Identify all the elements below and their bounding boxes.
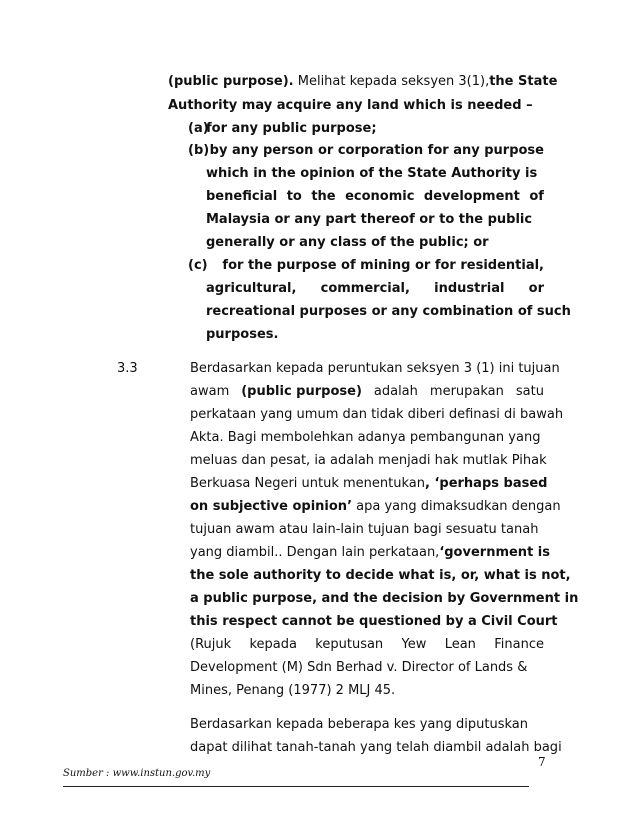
text-span: apa yang dimaksudkan dengan [352, 499, 561, 514]
text-span: yang diambil.. Dengan lain perkataan, [190, 545, 440, 560]
text-line: the sole authority to decide what is, or, what is not, [190, 568, 571, 583]
word: agricultural, [206, 281, 297, 296]
text-line: Development (M) Sdn Berhad v. Director of Lands & [190, 660, 528, 675]
word: of [529, 189, 544, 204]
bold-text: , ‘perhaps based [424, 476, 548, 491]
list-text: for any public purpose; [206, 121, 377, 136]
source-footer: Sumber : www.instun.gov.my [63, 768, 211, 779]
text-span: Berkuasa Negeri untuk menentukan [190, 476, 425, 491]
section-number: 3.3 [117, 361, 138, 376]
list-text: for the purpose of mining or for residential, [222, 258, 544, 273]
footer-rule [63, 786, 529, 787]
list-item-a [188, 121, 377, 137]
text-line: Akta. Bagi membolehkan adanya pembangunan yang [190, 430, 541, 445]
word: adalah [373, 384, 418, 399]
word: commercial, [320, 281, 410, 296]
list-label: (b) [188, 143, 210, 158]
page-number: 7 [538, 755, 546, 769]
text-line: perkataan yang umum dan tidak diberi definasi di bawah [190, 407, 564, 422]
text-line: which in the opinion of the State Authority is [206, 166, 538, 181]
bold-text: (public purpose). [168, 74, 294, 89]
word: or [528, 281, 544, 296]
list-item-c [188, 258, 544, 274]
word: (Rujuk [190, 637, 232, 652]
bold-text: ‘government is [439, 545, 550, 560]
text-line: Authority may acquire any land which is needed – [168, 98, 533, 113]
word: merupakan [429, 384, 504, 399]
bold-text: on subjective opinion’ [190, 499, 353, 514]
list-text: by any person or corporation for any purpose [209, 143, 544, 158]
bold-text: the State [489, 74, 558, 89]
text-line: this respect cannot be questioned by a Civil Court [190, 614, 558, 629]
word: awam [190, 384, 230, 399]
justified-line [206, 189, 544, 205]
word: Finance [494, 637, 544, 652]
word: economic [345, 189, 415, 204]
word: kepada [249, 637, 297, 652]
text-line [190, 499, 561, 515]
text-line: recreational purposes or any combination of such [206, 304, 571, 319]
word: keputusan [315, 637, 384, 652]
list-label: (c) [188, 258, 208, 273]
justified-line [206, 281, 544, 297]
text-line: Mines, Penang (1977) 2 MLJ 45. [190, 683, 396, 698]
word: Yew [401, 637, 427, 652]
text-line [190, 476, 547, 492]
justified-line [190, 384, 544, 400]
text-line: a public purpose, and the decision by Government in [190, 591, 579, 606]
text-line [190, 545, 550, 561]
text-line: meluas dan pesat, ia adalah menjadi hak mutlak Pihak [190, 453, 547, 468]
word: to [286, 189, 302, 204]
word: satu [515, 384, 544, 399]
word: development [423, 189, 520, 204]
word: industrial [434, 281, 505, 296]
justified-line [190, 637, 544, 653]
bold-text: (public purpose) [241, 384, 362, 399]
text-line: Malaysia or any part thereof or to the public [206, 212, 533, 227]
word: the [311, 189, 336, 204]
text-line: Berdasarkan kepada peruntukan seksyen 3 (1) ini tujuan [190, 361, 560, 376]
text-line [168, 74, 558, 90]
text-line: Berdasarkan kepada beberapa kes yang diputuskan [190, 717, 528, 732]
text-line: generally or any class of the public; or [206, 235, 489, 250]
word: beneficial [206, 189, 278, 204]
list-label: (a) [188, 121, 209, 136]
text-span: Melihat kepada seksyen 3(1), [293, 74, 490, 89]
text-line: dapat dilihat tanah-tanah yang telah diambil adalah bagi [190, 740, 562, 755]
word: Lean [444, 637, 476, 652]
text-line: purposes. [206, 327, 279, 342]
list-item-b [188, 143, 544, 159]
text-line: tujuan awam atau lain-lain tujuan bagi sesuatu tanah [190, 522, 539, 537]
